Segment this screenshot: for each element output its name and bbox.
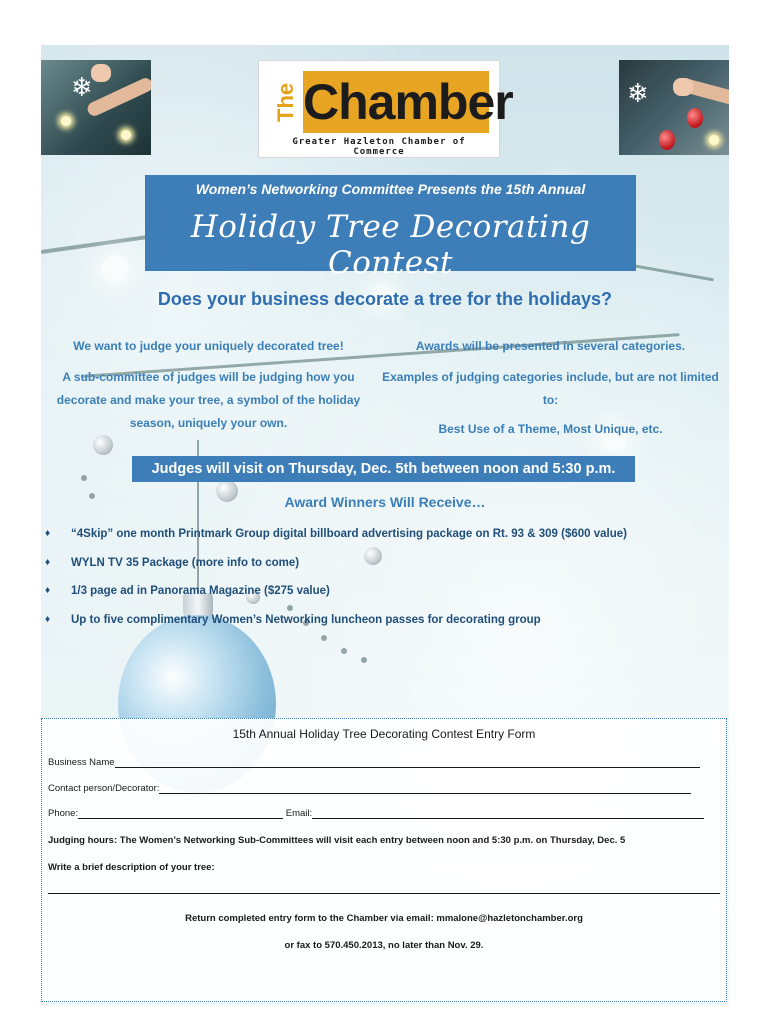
description-prompt: Write a brief description of your tree: (48, 862, 215, 873)
banner-subtitle: Women’s Networking Committee Presents the 15th Annual (195, 181, 586, 197)
prize-item (41, 606, 721, 635)
red-ornament (659, 130, 675, 150)
diamond-bullet-icon: ♦ (45, 585, 51, 596)
description-field[interactable] (48, 893, 720, 894)
snowflake-icon: ❄ (627, 78, 649, 108)
prize-list (41, 520, 721, 634)
business-name-row (48, 757, 700, 768)
diamond-bullet-icon: ♦ (45, 528, 51, 539)
fax-instructions: or fax to 570.450.2013, no later than Nov. 29. (284, 940, 484, 951)
photo-decorating-tree-left (41, 60, 151, 155)
flyer (41, 45, 729, 1005)
small-ornament (93, 435, 113, 455)
award-winners-heading: Award Winners Will Receive… (284, 494, 486, 510)
prize-text: “4Skip” one month Printmark Group digital billboard advertising package on Rt. 93 & 309 ($600 value) (71, 528, 627, 540)
judging-hours-text: Judging hours: The Women’s Networking Sub-Committees will visit each entry between noon and 5:30 p.m. on Thursday, Dec. 5 (48, 835, 626, 846)
red-ornament (687, 108, 703, 128)
logo-the: The (271, 73, 301, 131)
tree-light (61, 116, 71, 126)
phone-label: Phone: (48, 808, 79, 819)
hand (673, 78, 693, 96)
right-column-intro: Awards will be presented in several categories. (415, 339, 686, 353)
tree-light (709, 135, 719, 145)
prize-text: Up to five complimentary Women’s Networking luncheon passes for decorating group (71, 613, 541, 626)
right-column (378, 335, 723, 441)
arm (85, 76, 151, 118)
tree-light (121, 130, 131, 140)
business-name-field[interactable] (115, 757, 700, 768)
hand (91, 64, 111, 82)
prize-item (41, 577, 721, 606)
left-column-intro: We want to judge your uniquely decorated tree! (73, 339, 344, 353)
right-column-examples: Best Use of a Theme, Most Unique, etc. (438, 422, 663, 436)
contact-field[interactable] (159, 783, 691, 794)
entry-form-title: 15th Annual Holiday Tree Decorating Contest Entry Form (232, 727, 536, 741)
email-field[interactable] (312, 808, 704, 819)
title-banner (145, 175, 636, 281)
business-name-label: Business Name (48, 757, 115, 768)
chamber-logo (258, 60, 513, 158)
phone-email-row (48, 808, 704, 819)
prize-text: WYLN TV 35 Package (more info to come) (71, 556, 300, 569)
bead (81, 475, 87, 481)
snowflake-icon: ❄ (71, 72, 93, 102)
email-label: Email: (285, 808, 313, 819)
diamond-bullet-icon: ♦ (45, 556, 51, 568)
prize-item (41, 549, 721, 578)
judges-visit-banner: Judges will visit on Thursday, Dec. 5th between noon and 5:30 p.m. (132, 456, 635, 482)
contact-label: Contact person/Decorator: (48, 783, 160, 794)
prize-item (41, 520, 721, 549)
right-column-body: Examples of judging categories include, but are not limited to: (382, 370, 719, 407)
left-column (41, 335, 376, 435)
logo-chamber: Chamber (303, 71, 489, 133)
bead (321, 635, 327, 641)
headline-question: Does your business decorate a tree for the holidays? (157, 289, 613, 309)
photo-decorating-tree-right (619, 60, 729, 155)
bead (361, 657, 367, 663)
contest-title: Holiday Tree Decorating Contest (190, 209, 591, 281)
contact-row (48, 783, 691, 794)
phone-field[interactable] (78, 808, 283, 819)
diamond-bullet-icon: ♦ (45, 613, 51, 625)
light-bokeh (101, 255, 129, 283)
bead (341, 648, 347, 654)
logo-subtitle: Greater Hazleton Chamber of Commerce (292, 137, 466, 157)
return-instructions: Return completed entry form to the Chamber via email: mmalone@hazletonchamber.org (185, 913, 583, 924)
entry-form (41, 718, 727, 1002)
left-column-body: A sub-committee of judges will be judging how you decorate and make your tree, a symbol of the holiday season, uniquely your own. (56, 370, 361, 430)
prize-text: 1/3 page ad in Panorama Magazine ($275 value) (71, 585, 330, 597)
